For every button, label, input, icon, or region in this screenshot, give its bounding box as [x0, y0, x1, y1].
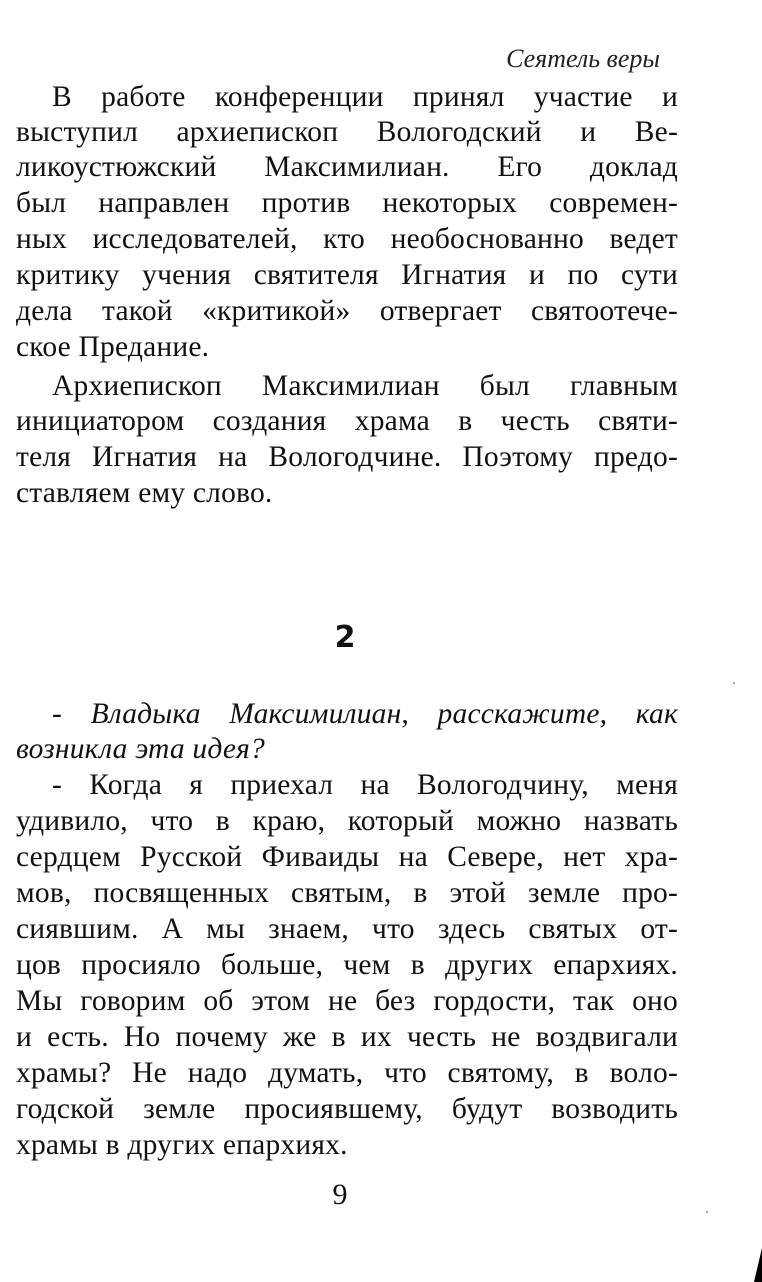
- text-line: инициатором создания храма в честь святи-: [16, 405, 678, 437]
- text-line: ликоустюжский Максимилиан. Его доклад: [16, 151, 678, 183]
- scan-speck: [733, 682, 735, 684]
- text-line: выступил архиепископ Вологодский и Ве-: [16, 116, 678, 148]
- text-line: сиявшим. А мы знаем, что здесь святых от-: [16, 913, 678, 945]
- text-line: - Когда я приехал на Вологодчину, меня: [52, 769, 678, 801]
- page-number: 9: [332, 1178, 348, 1211]
- section-number: 2: [334, 620, 356, 655]
- text-line: дела такой «критикой» отвергает святоотече-: [16, 295, 678, 327]
- text-line: годской земле просиявшему, будут возводить: [16, 1093, 678, 1125]
- scan-edge-mark: [754, 1248, 762, 1282]
- text-line: и есть. Но почему же в их честь не воздвигали: [16, 1021, 678, 1053]
- text-line: храмы? Не надо думать, что святому, в воло-: [16, 1057, 678, 1089]
- text-line: ставляем ему слово.: [16, 477, 273, 509]
- text-line: В работе конференции принял участие и: [52, 81, 678, 113]
- text-line: ных исследователей, кто необоснованно ведет: [16, 223, 678, 255]
- running-head: Сеятель веры: [506, 44, 660, 73]
- text-line: Архиепископ Максимилиан был главным: [52, 370, 678, 402]
- scan-speck: [706, 1211, 708, 1213]
- text-line: возникла эта идея?: [16, 733, 266, 765]
- text-line: удивило, что в краю, который можно назвать: [16, 805, 678, 837]
- text-line: храмы в других епархиях.: [16, 1129, 348, 1161]
- text-line: был направлен против некоторых современ-: [16, 187, 678, 219]
- text-line: мов, посвященных святым, в этой земле про-: [16, 877, 678, 909]
- text-line: цов просияло больше, чем в других епархиях.: [16, 949, 678, 981]
- text-line: - Владыка Максимилиан, расскажите, как: [52, 698, 678, 730]
- text-line: ское Предание.: [16, 331, 210, 363]
- text-line: критику учения святителя Игнатия и по сути: [16, 259, 678, 291]
- text-line: сердцем Русской Фиваиды на Севере, нет хра-: [16, 841, 678, 873]
- text-line: теля Игнатия на Вологодчине. Поэтому предо-: [16, 441, 678, 473]
- text-line: Мы говорим об этом не без гордости, так оно: [16, 985, 678, 1017]
